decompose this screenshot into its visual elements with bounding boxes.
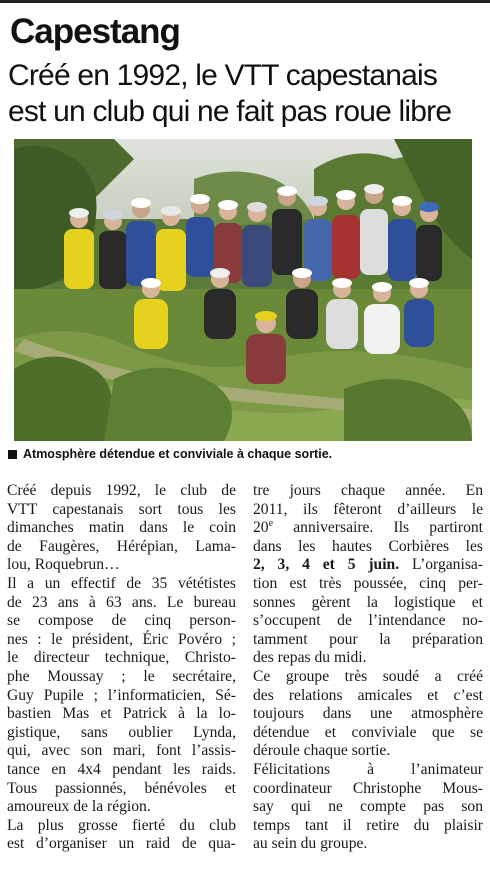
body-line: sonnes gèrent la logistique et [253,593,483,611]
body-line: say qui ne compte pas son [253,798,483,816]
body-line: tance en 4x4 pendant les raids. [7,760,236,778]
body-line: toujours dans une atmosphère [253,705,483,723]
body-line: coordinateur Christophe Mous- [253,779,483,797]
body-line: se compose de cinq person- [7,612,236,630]
body-line: le directeur technique, Christo- [7,649,236,667]
dates-rest: L’organisa- [399,556,483,574]
body-line: est d’organiser un raid de qua- [7,835,236,853]
body-line: gistique, sans oublier Lynda, [7,723,236,741]
body-line: qui, avec son mari, font l’assis- [7,742,236,760]
body-line: Ce groupe très soudé a créé [253,667,483,685]
left-column [7,482,236,854]
body-line: Guy Pupile ; l’informaticien, Sé- [7,686,236,704]
body-line: Créé depuis 1992, le club de [7,482,236,499]
body-line: au sein du groupe. [253,835,368,853]
body-line: tamment pour la préparation [253,630,483,648]
body-line: tre jours chaque année. En [253,482,483,499]
body-line: amoureux de la région. [7,798,151,816]
anniversary-rest: anniversaire. Ils partiront [273,519,483,537]
body-line: Il a un effectif de 35 vététistes [7,574,236,592]
group-photo-illustration [14,139,472,441]
body-line: de 23 ans à 63 ans. Le bureau [7,593,236,611]
group-photo [14,139,472,441]
body-line: de Faugères, Hérépian, Lama- [7,537,236,555]
body-line: nes : le président, Éric Povéro ; [7,630,236,648]
body-line: lou, Roquebrun… [7,556,120,574]
body-line: 2011, ils fêteront d’ailleurs le [253,500,483,518]
body-line: Tous passionnés, bénévoles et [7,779,236,797]
photo-caption [8,446,484,462]
body-line: des relations amicales et c’est [253,686,483,704]
body-line: temps tant il retire du plaisir [253,816,483,834]
caption-text: Atmosphère détendue et conviviale à chaque sortie. [23,447,333,461]
anniversary-number: 20 [253,519,269,537]
body-line: dimanches matin dans le coin [7,519,236,537]
anniversary-ordinal: e [268,518,274,529]
article-kicker: Capestang [10,12,180,51]
article-headline [8,58,484,130]
headline-line: Créé en 1992, le VTT capestanais [8,59,438,92]
body-line-dates [253,556,483,575]
headline-line: est un club qui ne fait pas roue libre [8,95,452,128]
body-line: des repas du midi. [253,649,367,667]
body-line: Félicitations à l’animateur [253,760,483,778]
caption-bullet-icon [8,450,17,459]
article-body [7,482,485,882]
body-line: La plus grosse fierté du club [7,816,236,834]
body-line: s’occupent de l’intendance no- [253,612,483,630]
body-line: détendue et conviviale que se [253,723,483,741]
body-line: déroule chaque sortie. [253,742,391,760]
right-column [253,482,483,854]
body-line: tion est très poussée, cinq per- [253,574,483,592]
raid-dates: 2, 3, 4 et 5 juin. [253,556,400,574]
top-rule [0,0,490,3]
body-line: VTT capestanais sort tous les [7,500,236,518]
body-line: dans les hautes Corbières les [253,537,483,555]
body-line: bastien Mas et Patrick à la lo- [7,705,236,723]
body-line-anniversary [253,519,483,538]
body-line: phe Moussay ; le secrétaire, [7,667,236,685]
